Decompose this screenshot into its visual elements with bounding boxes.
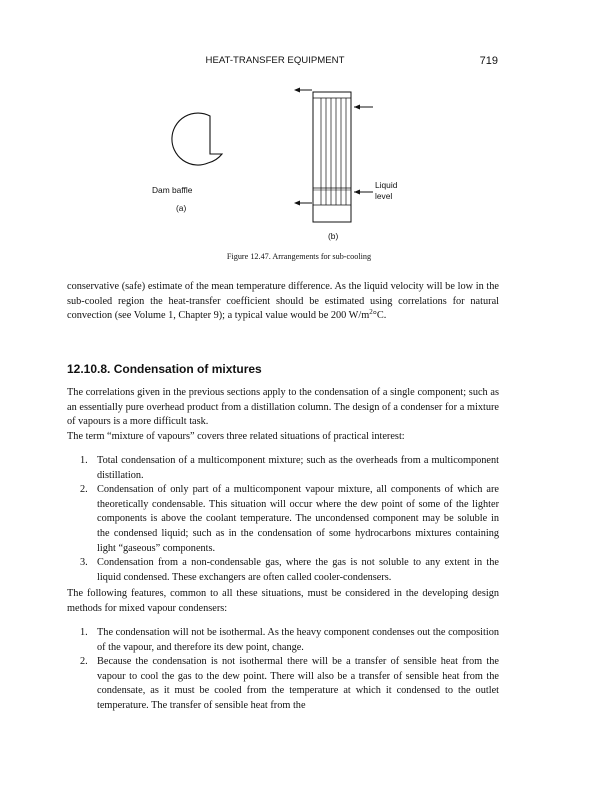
condenser-shell: [313, 92, 351, 222]
figure-caption: Figure 12.47. Arrangements for sub-cooling: [226, 252, 372, 261]
paragraph-2b: The term “mixture of vapours” covers three related situations of practical interest:: [67, 430, 405, 442]
paragraph-2a: The correlations given in the previous sections apply to the condensation of a single component; such as an essentially pure overhead product from a distillation column. The design of a condenser for a mixture of vapours is a more difficult task.: [67, 387, 499, 428]
paragraph-2: [67, 386, 499, 444]
label-liquid: Liquid: [375, 180, 398, 190]
list-item: 2. Condensation of only part of a multicomponent vapour mixture, all components of which are theoretically condensable. This situation will occur where the dew point of some of the lighter components is above the coolant temperature. The uncondensed component may be soluble in the condensed liquid; such as in the condensation of some hydrocarbons mixtures containing light “gaseous” components.: [80, 484, 499, 554]
label-b: (b): [328, 231, 339, 241]
label-dam-baffle: Dam baffle: [152, 185, 193, 195]
label-level: level: [375, 191, 393, 201]
list-item: 2. Because the condensation is not isothermal there will be a transfer of sensible heat from the vapour to cool the gas to the dew point. There will also be a transfer of sensible heat from the condensate, as it must be cooled from the temperature at which it condensed to the outlet temperature. The transfer of sensible heat from the: [80, 656, 499, 711]
dam-baffle-shape: [172, 113, 222, 165]
list-item: 3. Condensation from a non-condensable gas, where the gas is not soluble to any extent in the liquid condensed. These exchangers are often called cooler-condensers.: [80, 557, 499, 583]
figure-12-47: [140, 78, 440, 254]
features-list: [67, 626, 499, 714]
running-header: [100, 55, 498, 69]
situations-list: [67, 454, 499, 585]
list-item: 1. Total condensation of a multicomponent mixture; such as the overheads from a multicomponent distillation.: [80, 455, 499, 481]
list-item: 1. The condensation will not be isothermal. As the heavy component condenses out the composition of the vapour, and therefore its dew point, change.: [80, 627, 499, 653]
superscript: 2: [369, 308, 373, 317]
paragraph-1-end: °C.: [372, 310, 387, 322]
paragraph-1: [67, 280, 499, 324]
condenser-diagram: [294, 88, 373, 223]
label-a: (a): [176, 203, 187, 213]
paragraph-3: The following features, common to all these situations, must be considered in the developing design methods for mixed vapour condensers:: [67, 588, 499, 614]
paragraph-1-text: conservative (safe) estimate of the mean temperature difference. As the liquid velocity will be low in the sub-cooled region the heat-transfer coefficient should be estimated using correlations for natural convection (see Volume 1, Chapter 9); a typical value would be 200 W/m: [67, 281, 499, 322]
section-heading: 12.10.8. Condensation of mixtures: [67, 362, 262, 376]
page-number: 719: [479, 55, 498, 67]
dam-baffle-diagram: [172, 113, 222, 165]
header-title: HEAT-TRANSFER EQUIPMENT: [205, 55, 345, 66]
